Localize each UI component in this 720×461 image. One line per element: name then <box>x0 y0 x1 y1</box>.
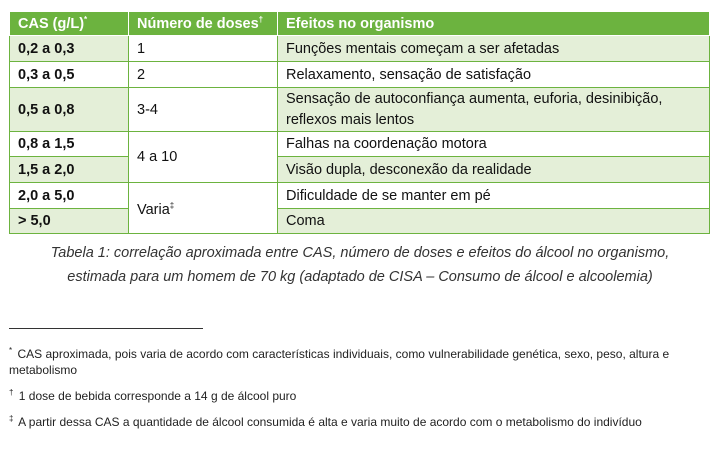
table-header-row <box>10 12 710 36</box>
footnotes <box>9 343 711 437</box>
alcohol-effects-table-wrapper <box>9 11 709 234</box>
cas-cell: 0,8 a 1,5 <box>10 132 129 157</box>
table-row <box>10 183 710 209</box>
cas-cell: 1,5 a 2,0 <box>10 157 129 183</box>
table-row <box>10 157 710 183</box>
table-row <box>10 209 710 234</box>
doses-cell: 3-4 <box>129 88 278 132</box>
footnote-item: † 1 dose de bebida corresponde a 14 g de álcool puro <box>9 388 297 403</box>
effect-cell: Funções mentais começam a ser afetadas <box>278 36 710 62</box>
doses-cell: 4 a 10 <box>129 132 278 183</box>
table-caption <box>0 241 720 289</box>
table-row <box>10 88 710 132</box>
cas-cell: 0,5 a 0,8 <box>10 88 129 132</box>
header-doses: Número de doses† <box>129 12 278 36</box>
header-cas: CAS (g/L)* <box>10 12 129 36</box>
doses-cell: 1 <box>129 36 278 62</box>
cas-cell: 2,0 a 5,0 <box>10 183 129 209</box>
effect-cell: Dificuldade de se manter em pé <box>278 183 710 209</box>
effect-cell: Sensação de autoconfiança aumenta, euforia, desinibição, reflexos mais lentos <box>278 88 710 132</box>
alcohol-effects-table <box>9 11 710 234</box>
caption-line-2: estimada para um homem de 70 kg (adaptado de CISA – Consumo de álcool e alcoolemia) <box>67 269 653 285</box>
effect-cell: Relaxamento, sensação de satisfação <box>278 62 710 88</box>
footnote-separator <box>9 328 203 329</box>
cas-cell: 0,2 a 0,3 <box>10 36 129 62</box>
table-row <box>10 62 710 88</box>
effect-cell: Visão dupla, desconexão da realidade <box>278 157 710 183</box>
header-effects: Efeitos no organismo <box>278 12 710 36</box>
table-row <box>10 36 710 62</box>
doses-cell: Varia‡ <box>129 183 278 234</box>
doses-cell: 2 <box>129 62 278 88</box>
effect-cell: Coma <box>278 209 710 234</box>
effect-cell: Falhas na coordenação motora <box>278 132 710 157</box>
table-row <box>10 132 710 157</box>
cas-cell: 0,3 a 0,5 <box>10 62 129 88</box>
footnote-item: * CAS aproximada, pois varia de acordo com características individuais, como vulnerabilidade genética, sexo, peso, altura e metabolismo <box>9 346 670 377</box>
caption-line-1: Tabela 1: correlação aproximada entre CAS, número de doses e efeitos do álcool no organismo, <box>50 245 670 261</box>
cas-cell: > 5,0 <box>10 209 129 234</box>
footnote-item: ‡ A partir dessa CAS a quantidade de álcool consumida é alta e varia muito de acordo com o metabolismo do indivíduo <box>9 414 642 429</box>
